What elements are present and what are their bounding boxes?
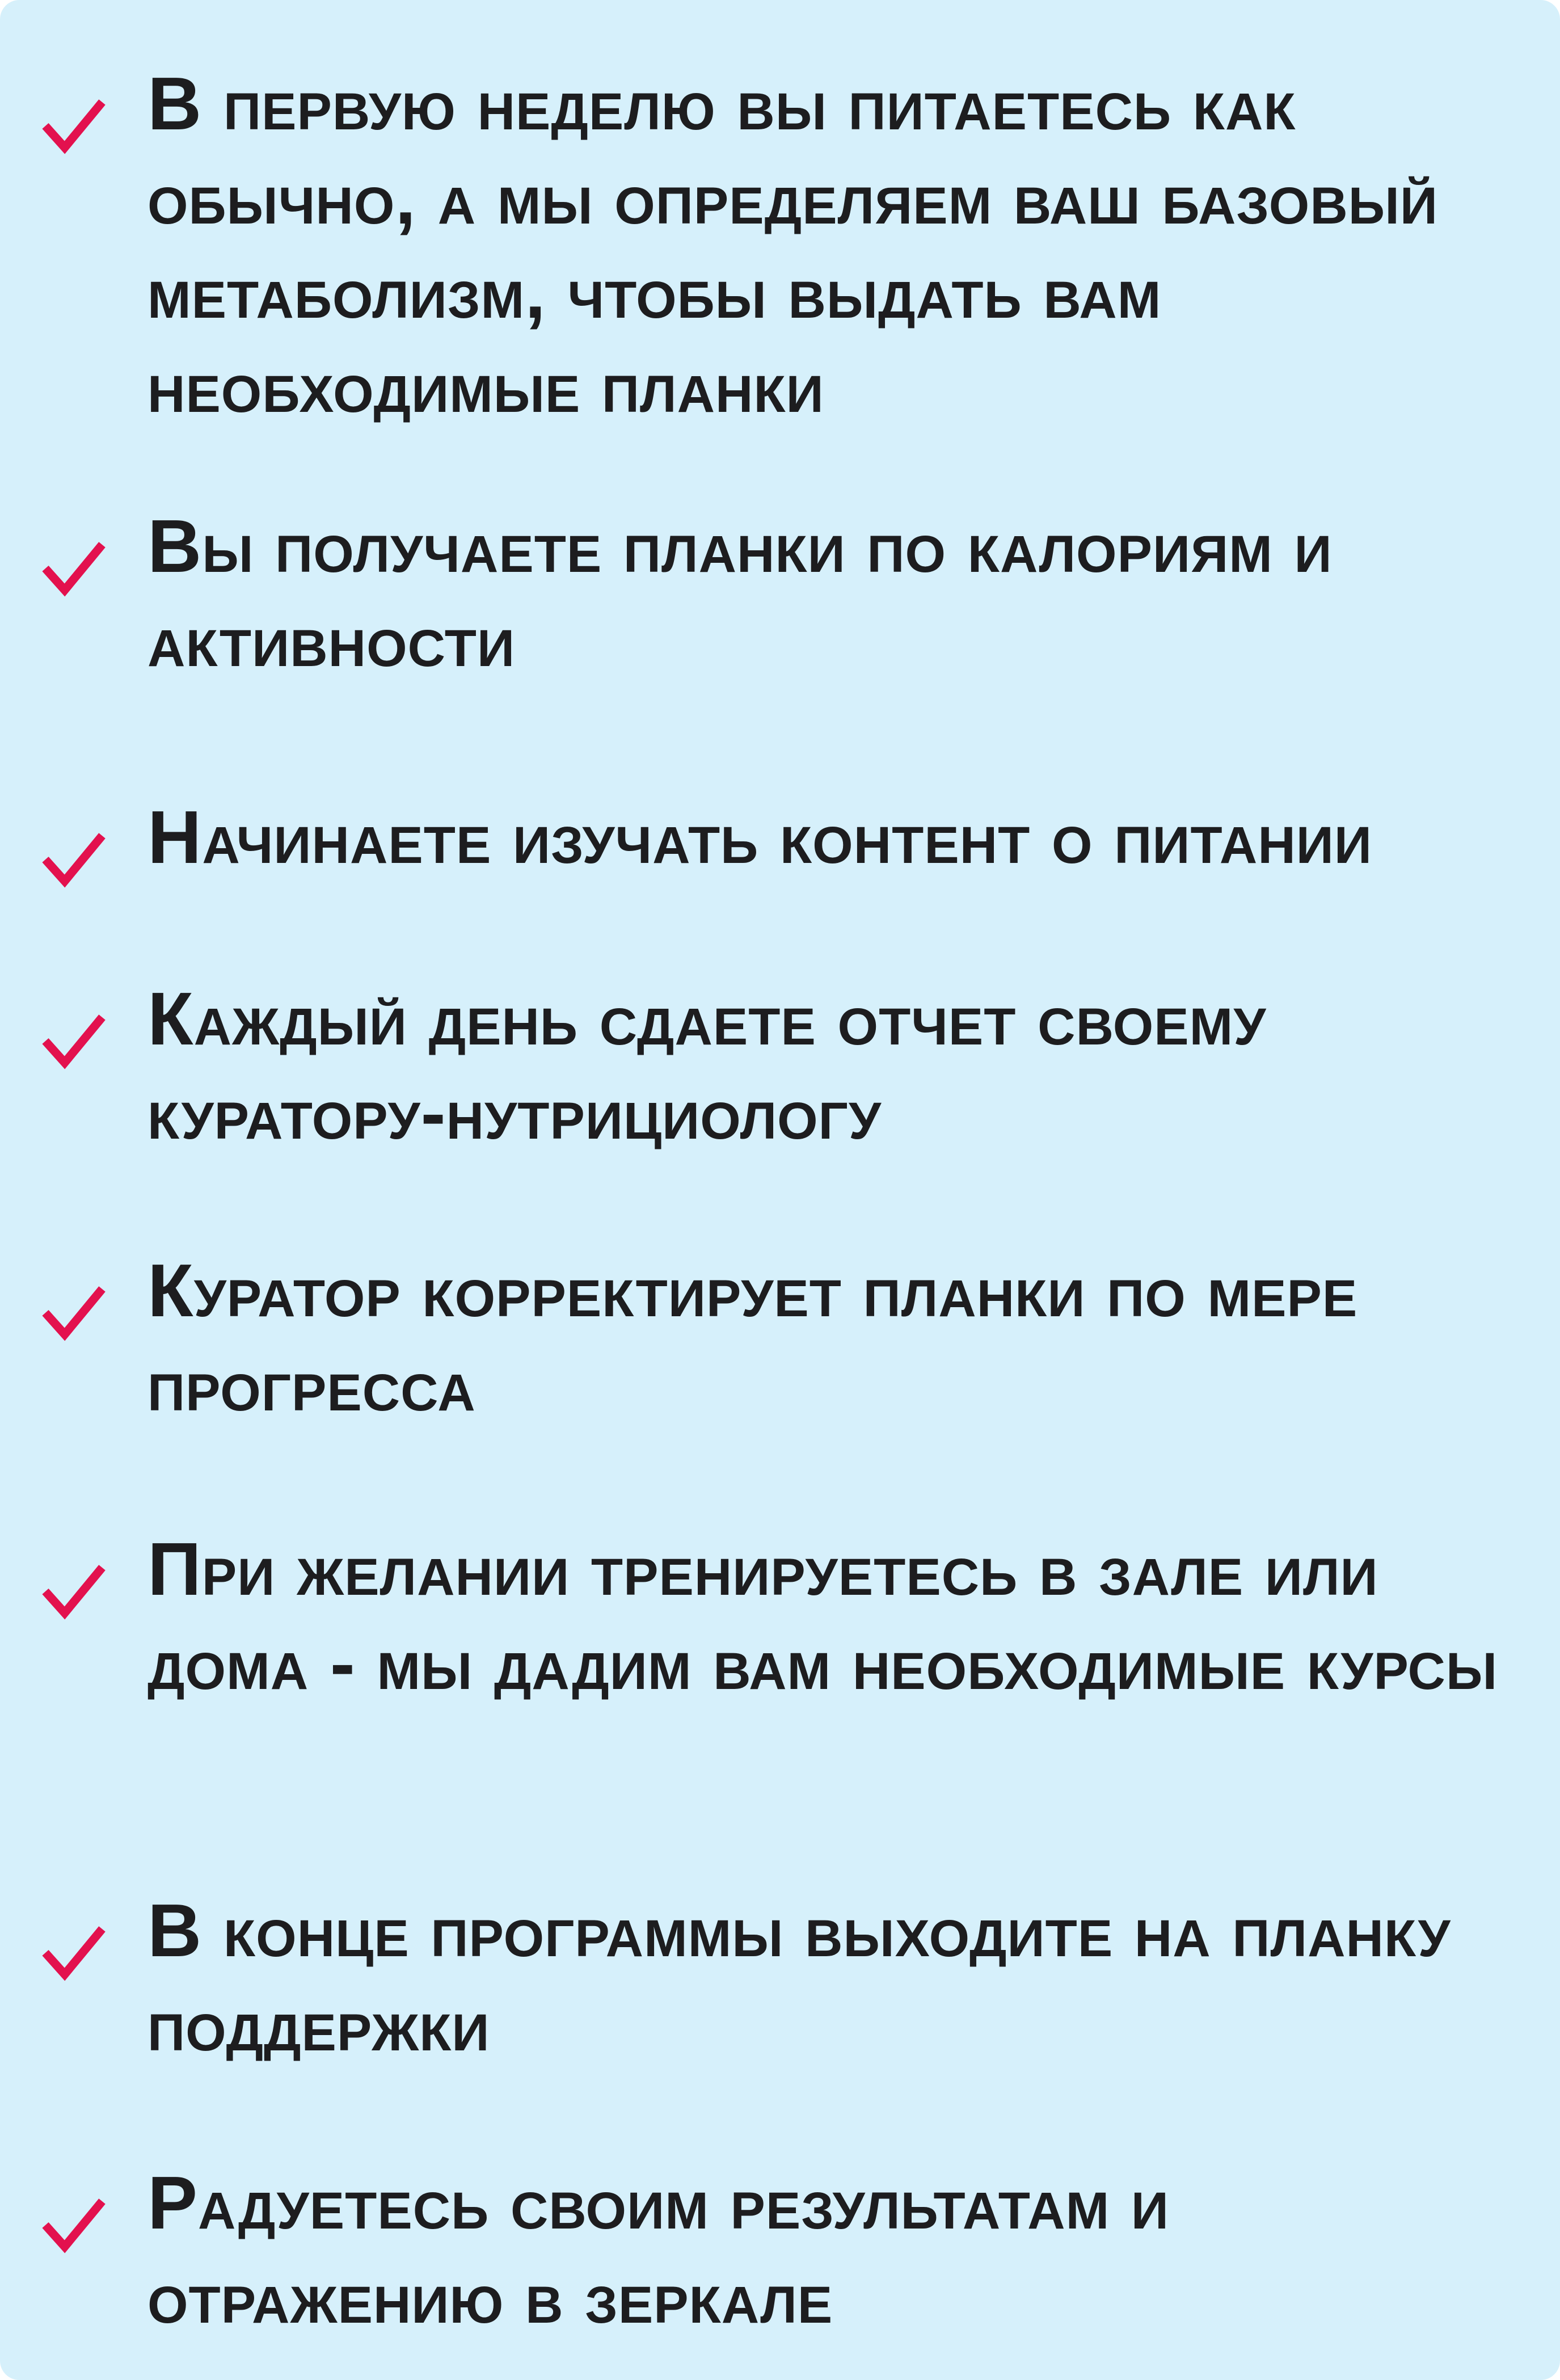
list-item-text: Радуетесь своим результатам и отражению в зеркале xyxy=(147,2161,1170,2339)
list-item-text: В первую неделю вы питаетесь как обычно, а мы определяем ваш базовый метаболизм, чтобы выдать вам необходимые планки xyxy=(147,62,1438,428)
checkmark-icon xyxy=(40,1283,108,1346)
list-item-text: Каждый день сдаете отчет своему куратору-нутрициологу xyxy=(147,977,1267,1155)
checkmark-icon xyxy=(40,539,108,601)
list-item-text: При желании тренируетесь в зале или дома - мы дадим вам необходимые курсы xyxy=(147,1527,1498,1705)
list-item-text: Начинаете изучать контент о питании xyxy=(147,795,1373,879)
checkmark-icon xyxy=(40,2196,108,2258)
checkmark-icon xyxy=(40,1923,108,1986)
list-item-text: В конце программы выходите на планку поддержки xyxy=(147,1889,1451,2066)
checkmark-icon xyxy=(40,830,108,892)
checkmark-icon xyxy=(40,1012,108,1074)
list-item-text: Куратор корректирует планки по мере прогресса xyxy=(147,1249,1358,1426)
checkmark-icon xyxy=(40,96,108,159)
list-item-text: Вы получаете планки по калориям и активности xyxy=(147,504,1333,682)
checkmark-icon xyxy=(40,1562,108,1624)
